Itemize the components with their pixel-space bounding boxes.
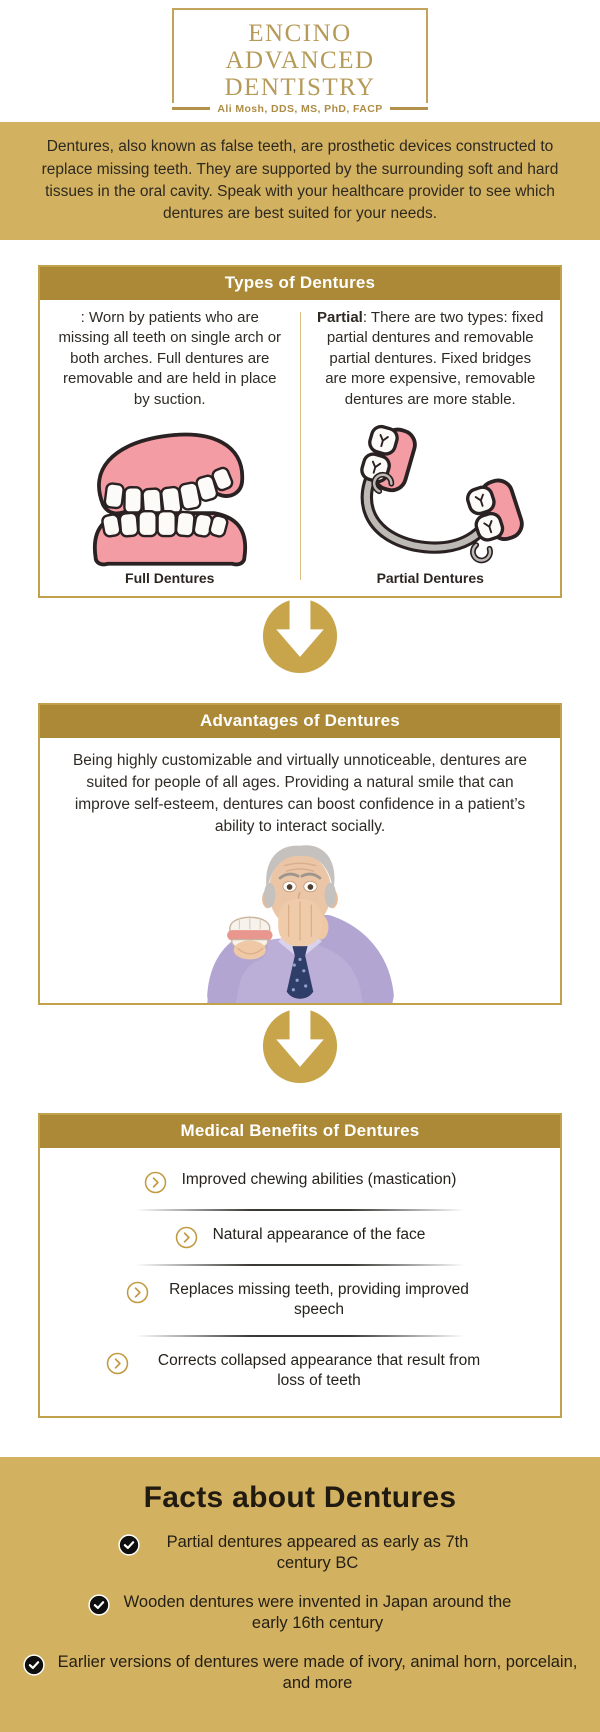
fact-text: Wooden dentures were invented in Japan around the early 16th century [123,1592,512,1633]
section-connector-1 [0,598,600,703]
benefits-list [40,1148,560,1416]
partial-dentures-caption: Partial Dentures [376,570,484,586]
check-circle-icon [118,1534,140,1556]
benefit-text: Corrects collapsed appearance that result from loss of teeth [157,1352,481,1390]
intro-banner [0,122,600,240]
facts-section [0,1457,600,1732]
benefit-text: Replaces missing teeth, providing improved speech [169,1281,469,1319]
partial-dentures-description: Partial: There are two types: fixed partial dentures and removable partial dentures. Fixed bridges are more expensive, removable dentures are more stable. [316,309,544,408]
full-dentures-description: : Worn by patients who are missing all teeth on single arch or both arches. Full dentures are removable and are held in place by suction. [58,309,282,408]
types-of-dentures-section [38,265,562,598]
full-dentures-column [40,308,300,596]
chevron-circle-icon [175,1226,198,1249]
benefit-item [40,1170,560,1194]
down-arrow-icon [262,1008,338,1084]
fact-item [0,1652,600,1695]
list-divider [135,1264,465,1266]
list-divider [135,1209,465,1211]
benefit-item [40,1280,560,1320]
brand-header [0,0,600,122]
benefit-text: Improved chewing abilities (mastication) [181,1171,457,1189]
chevron-circle-icon [106,1352,129,1375]
types-section-header: Types of Dentures [40,267,560,300]
fact-item [0,1592,600,1635]
facts-title: Facts about Dentures [143,1481,457,1514]
benefit-text: Natural appearance of the face [212,1226,426,1244]
chevron-circle-icon [144,1171,167,1194]
advantages-section-header: Advantages of Dentures [40,705,560,738]
brand-name-line2: DENTISTRY [224,73,376,101]
fact-text: Earlier versions of dentures were made of ivory, animal horn, porcelain, and more [57,1652,578,1693]
types-body [40,300,560,596]
clinic-logo [172,8,428,115]
logo-tagline-row [172,103,428,115]
section-connector-2 [0,1005,600,1113]
partial-dentures-illustration [325,420,535,570]
advantages-paragraph: Being highly customizable and virtually unnoticeable, dentures are suited for people of all ages. Providing a natural smile that can improve self-esteem, dentures can boost confidence in a patient’s ability to interact socially. [72,752,528,835]
full-dentures-illustration [65,420,275,570]
brand-name-line1: ENCINO ADVANCED [225,19,375,74]
fact-text: Partial dentures appeared as early as 7th century BC [166,1533,469,1573]
partial-bold-label: Partial [316,309,363,326]
full-dentures-caption: Full Dentures [125,570,215,586]
man-holding-dentures-image [150,842,450,1003]
medical-benefits-section [38,1113,562,1418]
benefits-section-header: Medical Benefits of Dentures [40,1115,560,1148]
chevron-circle-icon [126,1281,149,1304]
down-arrow-icon [262,598,338,674]
check-circle-icon [88,1594,110,1616]
tagline-rule-right [390,107,428,110]
partial-dentures-column [301,308,561,596]
benefit-item [40,1351,560,1391]
check-circle-icon [23,1654,45,1676]
fact-item [0,1532,600,1575]
list-divider [135,1335,465,1337]
benefit-item [40,1225,560,1249]
intro-paragraph: Dentures, also known as false teeth, are prosthetic devices constructed to replace missing teeth. They are supported by the surrounding soft and hard tissues in the oral cavity. Speak with your healthcare provider to see which dentures are best suited for your needs. [41,138,559,223]
tagline-rule-left [172,107,210,110]
doctor-credentials: Ali Mosh, DDS, MS, PhD, FACP [217,102,383,115]
advantages-section [38,703,562,1005]
logo-box [172,8,428,103]
